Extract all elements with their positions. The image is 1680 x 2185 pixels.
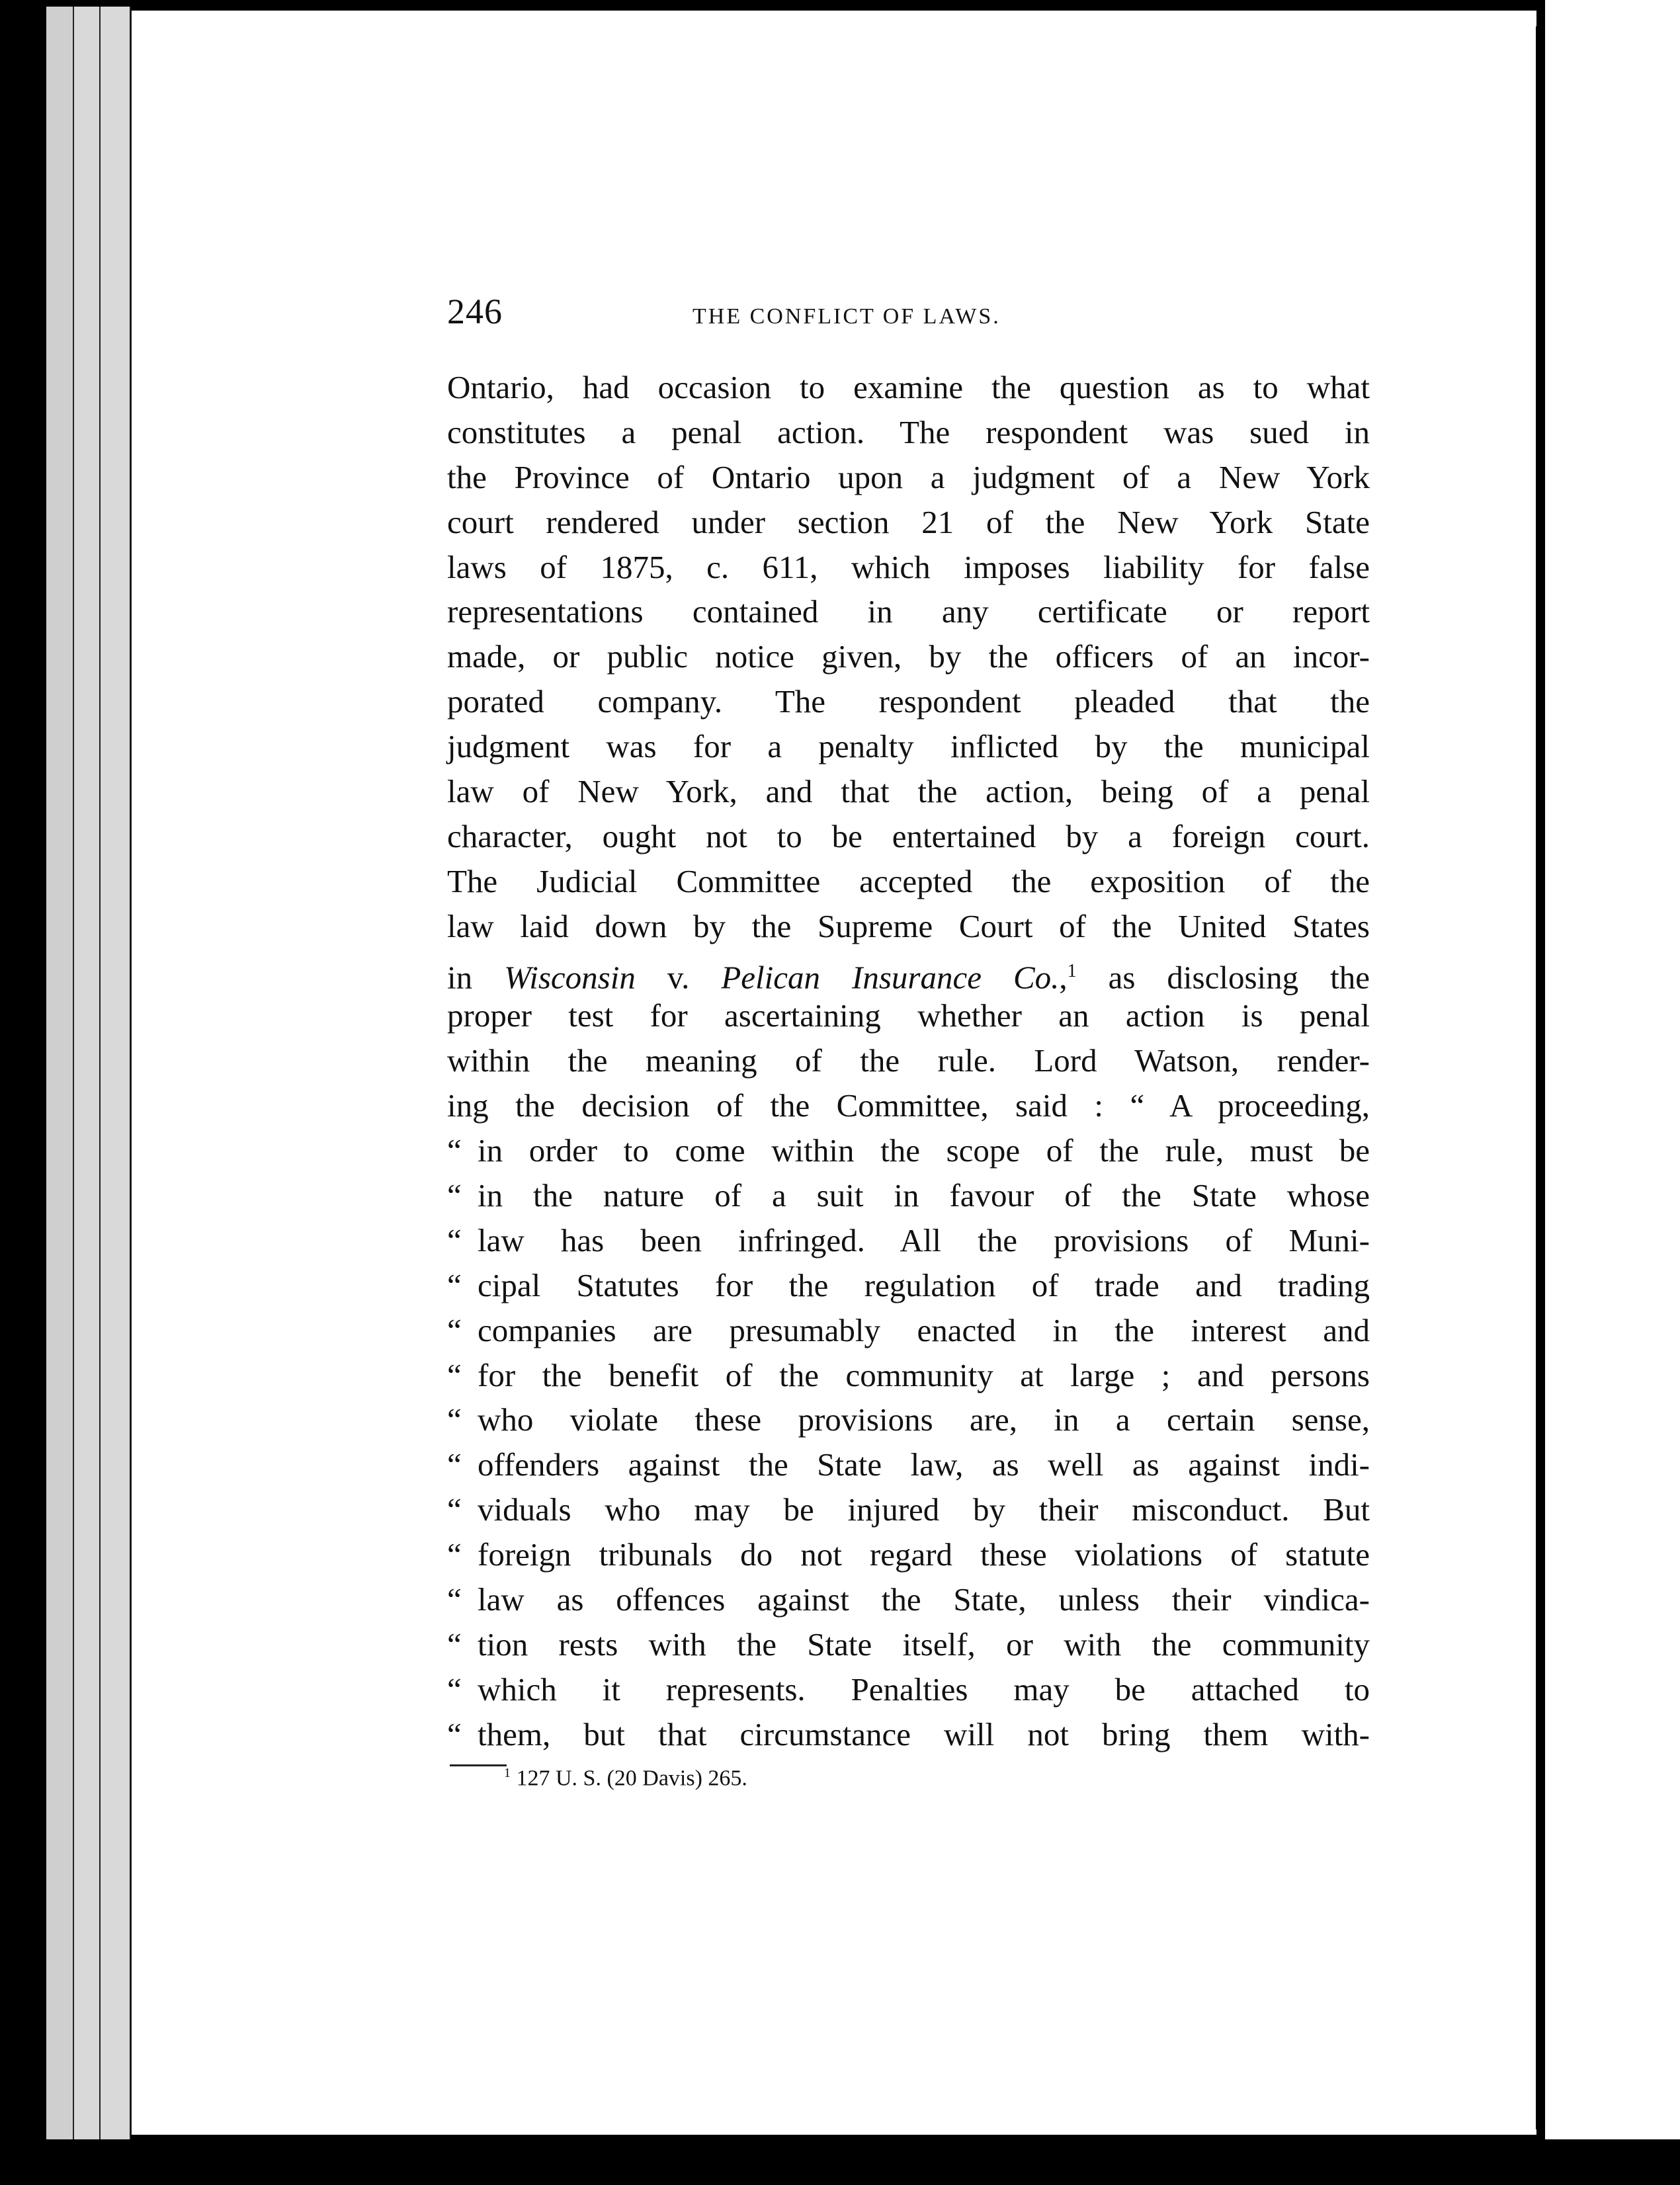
footnote-marker: 1	[504, 1766, 511, 1780]
quoted-line	[447, 1308, 1370, 1353]
quoted-line	[447, 1622, 1370, 1667]
quote-mark: “	[447, 1581, 462, 1618]
quote-mark: “	[447, 1132, 462, 1169]
quoted-line	[447, 1353, 1370, 1398]
text-line: law of New York, and that the action, being of a penal	[447, 773, 1370, 810]
text-line: porated company. The respondent pleaded that the	[447, 683, 1370, 720]
quoted-text: companies are presumably enacted in the interest and	[478, 1311, 1370, 1348]
quoted-line	[447, 1263, 1370, 1308]
quote-mark: “	[447, 1626, 462, 1663]
footnote-rule	[450, 1764, 507, 1766]
quote-mark: “	[447, 1266, 462, 1303]
quoted-text: in the nature of a suit in favour of the State whose	[478, 1177, 1370, 1214]
quote-mark: “	[447, 1536, 462, 1573]
text-line: proper test for ascertaining whether an action is penal	[447, 997, 1370, 1034]
text-line: law laid down by the Supreme Court of the United States	[447, 907, 1370, 944]
citation-prefix: in	[447, 958, 505, 995]
citation-line	[447, 949, 1370, 994]
text-line: court rendered under section 21 of the New York State	[447, 503, 1370, 540]
page-edge-strip	[99, 7, 131, 2139]
quote-mark: “	[447, 1401, 462, 1438]
running-title: THE CONFLICT OF LAWS.	[693, 304, 1001, 329]
quote-mark: “	[447, 1177, 462, 1214]
footnote-reference: 1	[1067, 960, 1077, 981]
quoted-line	[447, 1173, 1370, 1218]
text-line: judgment was for a penalty inflicted by the municipal	[447, 728, 1370, 765]
quoted-text: who violate these provisions are, in a certain sense,	[478, 1401, 1370, 1438]
quoted-line	[447, 1218, 1370, 1263]
quoted-text: offenders against the State law, as well as against indi-	[478, 1446, 1370, 1483]
quoted-text: cipal Statutes for the regulation of trade and trading	[478, 1266, 1370, 1303]
scan-bottom-border	[0, 2139, 1680, 2185]
quoted-text: which it represents. Penalties may be attached to	[478, 1670, 1370, 1708]
quote-mark: “	[447, 1311, 462, 1348]
footnote	[504, 1766, 747, 1791]
case-party-2: Pelican Insurance Co.	[721, 958, 1060, 995]
text-line: within the meaning of the rule. Lord Watson, render-	[447, 1042, 1370, 1079]
citation-suffix: as disclosing the	[1076, 958, 1370, 995]
quoted-line	[447, 1667, 1370, 1712]
text-line: laws of 1875, c. 611, which imposes liability for false	[447, 548, 1370, 585]
quoted-text: viduals who may be injured by their misconduct. But	[478, 1491, 1370, 1528]
text-line: Ontario, had occasion to examine the question as to what	[447, 369, 1370, 405]
facing-page-edge	[1545, 0, 1680, 2185]
quote-mark: “	[447, 1715, 462, 1752]
text-line: The Judicial Committee accepted the exposition of the	[447, 862, 1370, 899]
quoted-text: tion rests with the State itself, or with the community	[478, 1626, 1370, 1663]
quoted-text: law as offences against the State, unless their vindica-	[478, 1581, 1370, 1618]
quoted-line	[447, 1487, 1370, 1532]
quote-mark: “	[447, 1446, 462, 1483]
quoted-line	[447, 1128, 1370, 1173]
quoted-line	[447, 1442, 1370, 1487]
page-number: 246	[447, 292, 503, 331]
quoted-text: in order to come within the scope of the rule, must be	[478, 1132, 1370, 1169]
page-edge-strip	[46, 7, 74, 2139]
citation-versus: v.	[635, 958, 722, 995]
text-line: constitutes a penal action. The respondent was sued in	[447, 413, 1370, 450]
case-party-1: Wisconsin	[504, 958, 636, 995]
quote-mark: “	[447, 1221, 462, 1258]
quoted-line	[447, 1712, 1370, 1757]
quoted-line	[447, 1577, 1370, 1622]
text-line: ing the decision of the Committee, said : “ A proceeding,	[447, 1087, 1370, 1124]
page-gutter	[1536, 26, 1545, 2129]
text-line: representations contained in any certificate or report	[447, 593, 1370, 630]
quote-mark: “	[447, 1491, 462, 1528]
page-edge-strip	[73, 7, 101, 2139]
quoted-line	[447, 1532, 1370, 1577]
text-line: character, ought not to be entertained by a foreign court.	[447, 817, 1370, 854]
quote-mark: “	[447, 1356, 462, 1393]
quoted-text: foreign tribunals do not regard these violations of statute	[478, 1536, 1370, 1573]
running-head	[447, 291, 1373, 344]
quoted-text: for the benefit of the community at large ; and persons	[478, 1356, 1370, 1393]
body-text	[447, 365, 1370, 1757]
quoted-text: law has been infringed. All the provisions of Muni-	[478, 1221, 1370, 1258]
quoted-text: them, but that circumstance will not bring them with-	[478, 1715, 1370, 1752]
text-line: the Province of Ontario upon a judgment of a New York	[447, 458, 1370, 495]
citation-comma: ,	[1059, 958, 1068, 995]
quote-mark: “	[447, 1670, 462, 1708]
quoted-line	[447, 1397, 1370, 1442]
footnote-text: 127 U. S. (20 Davis) 265.	[511, 1766, 747, 1791]
text-line: made, or public notice given, by the officers of an incor-	[447, 638, 1370, 675]
